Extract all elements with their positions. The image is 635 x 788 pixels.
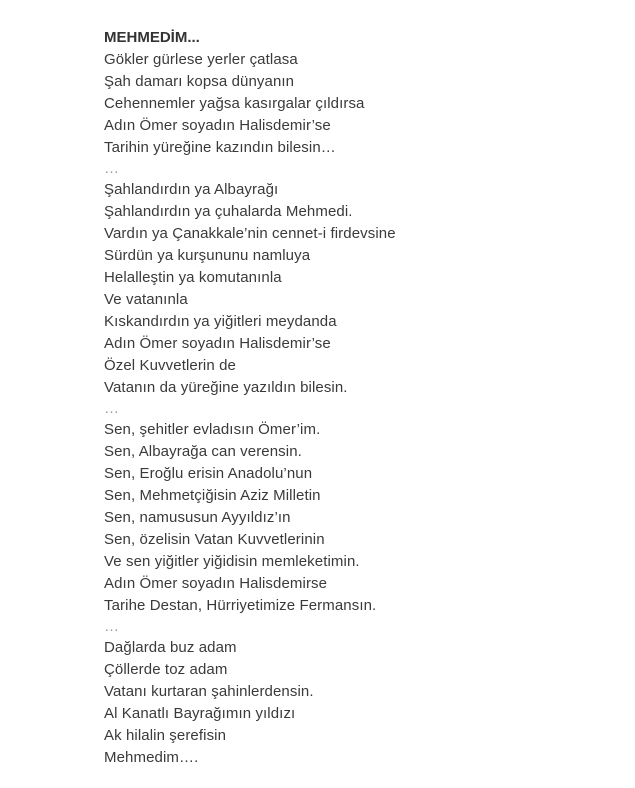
poem-line: Kıskandırdın ya yiğitleri meydanda — [104, 313, 337, 330]
poem-line: Cehennemler yağsa kasırgalar çıldırsa — [104, 95, 365, 112]
poem-line: Sen, Eroğlu erisin Anadolu’nun — [104, 465, 313, 482]
poem-title: MEHMEDİM... — [104, 29, 200, 46]
poem-line: Vatanı kurtaran şahinlerdensin. — [104, 683, 314, 700]
poem-line: Dağlarda buz adam — [104, 639, 237, 656]
stanza-separator: … — [104, 400, 119, 417]
poem-line: Sen, namususun Ayyıldız’ın — [104, 509, 291, 526]
poem-line: Tarihin yüreğine kazındın bilesin… — [104, 139, 336, 156]
poem-line: Ve sen yiğitler yiğidisin memleketimin. — [104, 553, 360, 570]
stanza-3 — [104, 399, 604, 617]
poem-line: Sen, Mehmetçiğisin Aziz Milletin — [104, 487, 321, 504]
poem-line: Ve vatanınla — [104, 291, 188, 308]
poem-line: Adın Ömer soyadın Halisdemirse — [104, 575, 328, 592]
poem-line: Sürdün ya kurşununu namluya — [104, 247, 311, 264]
poem-line: Sen, Albayrağa can verensin. — [104, 443, 302, 460]
poem-line: Şahlandırdın ya çuhalarda Mehmedi. — [104, 203, 353, 220]
stanza-4 — [104, 617, 604, 769]
poem-line: Mehmedim…. — [104, 749, 199, 766]
poem-line: Özel Kuvvetlerin de — [104, 357, 236, 374]
poem-line: Vardın ya Çanakkale’nin cennet-i firdevsine — [104, 225, 396, 242]
poem-line: Sen, özelisin Vatan Kuvvetlerinin — [104, 531, 325, 548]
poem — [104, 27, 604, 769]
stanza-separator: … — [104, 160, 119, 177]
stanza-1 — [104, 49, 604, 159]
stanza-2 — [104, 159, 604, 399]
poem-line: Ak hilalin şerefisin — [104, 727, 227, 744]
poem-line: Şah damarı kopsa dünyanın — [104, 73, 295, 90]
poem-line: Al Kanatlı Bayrağımın yıldızı — [104, 705, 296, 722]
poem-line: Gökler gürlese yerler çatlasa — [104, 51, 298, 68]
poem-line: Adın Ömer soyadın Halisdemir’se — [104, 335, 331, 352]
poem-line: Tarihe Destan, Hürriyetimize Fermansın. — [104, 597, 377, 614]
poem-line: Adın Ömer soyadın Halisdemir’se — [104, 117, 331, 134]
poem-line: Sen, şehitler evladısın Ömer’im. — [104, 421, 321, 438]
poem-line: Vatanın da yüreğine yazıldın bilesin. — [104, 379, 348, 396]
poem-line: Şahlandırdın ya Albayrağı — [104, 181, 279, 198]
stanza-separator: … — [104, 618, 119, 635]
poem-line: Helalleştin ya komutanınla — [104, 269, 282, 286]
poem-line: Çöllerde toz adam — [104, 661, 228, 678]
